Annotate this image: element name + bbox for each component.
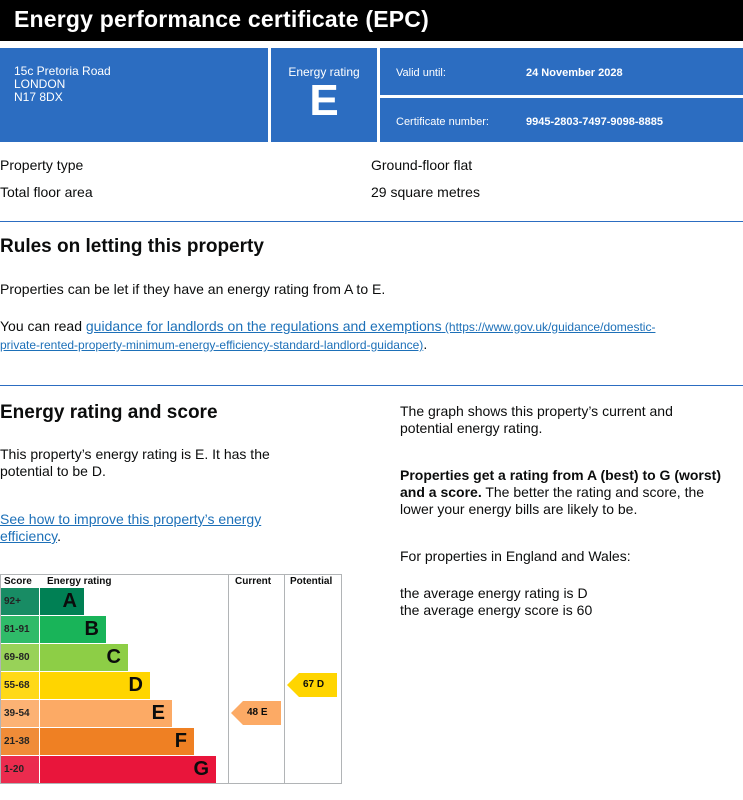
england-wales-intro: For properties in England and Wales:: [400, 548, 631, 564]
band-letter-d: D: [128, 674, 143, 696]
band-bar-a: [40, 588, 84, 615]
rating-explanation: [400, 467, 743, 518]
band-bar-e: [40, 700, 172, 727]
valid-until-label: Valid until:: [396, 67, 446, 79]
chart-header-current: Current: [235, 576, 272, 587]
band-letter-b: B: [84, 618, 99, 640]
band-bar-f: [40, 728, 194, 755]
property-type-label: Property type: [0, 157, 84, 173]
energy-rating-box: [271, 48, 377, 142]
band-letter-g: G: [193, 758, 209, 780]
improve-para: [0, 511, 300, 545]
chart-header-score: Score: [4, 576, 32, 587]
landlord-guidance-link[interactable]: [0, 318, 655, 352]
address-box: [0, 48, 268, 142]
current-rating-marker-label: 48 E: [247, 707, 268, 718]
rating-rest-line3: lower your energy bills are likely to be.: [400, 501, 638, 517]
address-line1: 15c Pretoria Road: [14, 64, 111, 78]
improve-link-line2: efficiency: [0, 528, 58, 544]
band-range-d: 55-68: [1, 672, 39, 699]
chart-header-potential: Potential: [290, 576, 333, 587]
letting-para2: [0, 318, 743, 354]
chart-header-rating: Energy rating: [47, 576, 112, 587]
valid-until-value: 24 November 2028: [526, 67, 623, 79]
landlord-guidance-url-2: private-rented-property-minimum-energy-efficiency-standard-landlord-guidance): [0, 338, 424, 352]
band-bar-b: [40, 616, 106, 643]
band-letter-e: E: [151, 702, 165, 724]
potential-rating-marker-label: 67 D: [303, 679, 325, 690]
certificate-number-label: Certificate number:: [396, 116, 489, 128]
address-postcode: N17 8DX: [14, 90, 63, 104]
energy-para1-line1: This property’s energy rating is E. It has the: [0, 446, 270, 462]
floor-area-value: 29 square metres: [371, 184, 480, 200]
letting-para2-suffix: .: [423, 336, 428, 352]
letting-para1: Properties can be let if they have an energy rating from A to E.: [0, 281, 386, 297]
energy-rating-label: Energy rating: [288, 65, 360, 79]
rating-bold-line1: Properties get a rating from A (best) to G (worst): [400, 467, 721, 483]
letting-para2-prefix: You can read: [0, 318, 86, 334]
improve-efficiency-link[interactable]: [0, 511, 261, 544]
page-title: Energy performance certificate (EPC): [14, 6, 429, 32]
energy-para1: [0, 446, 300, 480]
band-range-a: 92+: [1, 588, 39, 615]
landlord-guidance-link-text: guidance for landlords on the regulations and exemptions: [85, 318, 442, 334]
property-type-value: Ground-floor flat: [371, 157, 473, 173]
floor-area-label: Total floor area: [0, 184, 93, 200]
average-score: the average energy score is 60: [400, 602, 593, 618]
graph-explanation: [400, 403, 743, 437]
rating-rest-line2: The better the rating and score, the: [481, 484, 705, 500]
rating-bold-line2: and a score.: [400, 484, 482, 500]
graph-line2: potential energy rating.: [400, 420, 543, 436]
graph-line1: The graph shows this property’s current and: [400, 403, 673, 419]
average-rating: the average energy rating is D: [400, 585, 588, 601]
certificate-number-value: 9945-2803-7497-9098-8885: [526, 116, 664, 128]
band-letter-c: C: [106, 646, 121, 668]
band-range-g: 1-20: [1, 756, 39, 783]
letting-heading: Rules on letting this property: [0, 236, 264, 257]
band-bar-c: [40, 644, 128, 671]
energy-heading: Energy rating and score: [0, 402, 218, 423]
certificate-box: [380, 98, 743, 142]
chart-divider-potential: [284, 575, 285, 783]
band-letter-a: A: [62, 590, 77, 612]
valid-until-box: [380, 48, 743, 95]
epc-rating-chart: [0, 574, 342, 784]
band-range-c: 69-80: [1, 644, 39, 671]
energy-rating-letter: E: [309, 76, 339, 125]
address-line2: LONDON: [14, 77, 66, 91]
landlord-guidance-url-1: (https://www.gov.uk/guidance/domestic-: [441, 320, 656, 334]
improve-link-line1: See how to improve this property’s energy: [0, 511, 262, 527]
section-divider: [0, 385, 743, 386]
chart-divider-current: [228, 575, 229, 783]
band-range-f: 21-38: [1, 728, 39, 755]
band-bar-d: [40, 672, 150, 699]
energy-para1-line2: potential to be D.: [0, 463, 106, 479]
section-divider: [0, 221, 743, 222]
band-range-b: 81-91: [1, 616, 39, 643]
header-bar: [0, 0, 743, 41]
improve-suffix: .: [57, 528, 61, 544]
band-letter-f: F: [174, 730, 187, 752]
band-range-e: 39-54: [1, 700, 39, 727]
band-bar-g: [40, 756, 216, 783]
